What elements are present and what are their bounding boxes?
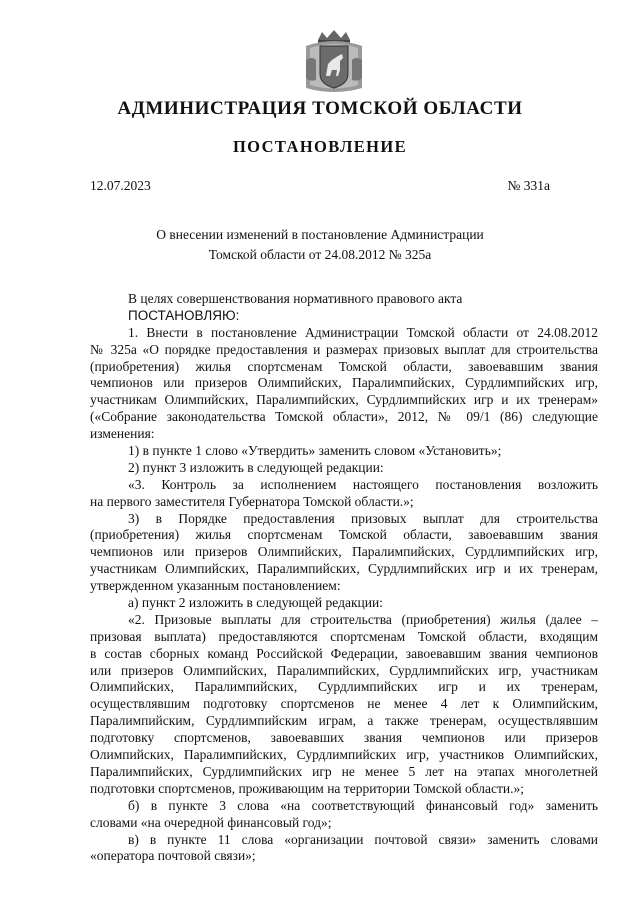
body-line: («Собрание законодательства Томской области», 2012, № 09/1 (86) следующие [90,409,598,425]
body-line: подготовки спортсменов, проживающим на территории Томской области.»; [90,780,524,796]
body-line: утвержденном указанным постановлением: [90,578,341,594]
body-line: изменения: [90,426,155,442]
body-line: 2) пункт 3 изложить в следующей редакции: [128,459,384,475]
body-line: в состав сборных команд Российской Федерации, завоевавшим звания чемпионов [90,645,598,661]
body-line: в) в пункте 11 слова «организации почтовой связи» заменить словами [128,831,598,847]
body-line: осуществлявшим подготовку спортсменов не менее 4 лет к Олимпийским, [90,696,598,712]
body-line: «2. Призовые выплаты для строительства (приобретения) жилья (далее – [128,611,598,627]
body-line: В целях совершенствования нормативного правового акта [128,291,463,306]
body-line: (приобретения) жилья спортсменам Томской области, завоевавшим звания [90,358,598,374]
body-line: участникам Олимпийских, Паралимпийских, Сурдлимпийских игр и их тренерам, [90,561,598,577]
body-line: а) пункт 2 изложить в следующей редакции: [128,595,383,611]
body-line: «3. Контроль за исполнением настоящего постановления возложить [128,476,598,492]
body-line: 1) в пункте 1 слово «Утвердить» заменить словом «Установить»; [128,443,502,459]
body-line: подготовку спортсменов, завоевавших звания чемпионов или призеров [90,730,598,746]
document-body [90,291,598,865]
body-line: чемпионов или призеров Олимпийских, Паралимпийских, Сурдлимпийских игр, [90,375,598,391]
body-line: призовая выплата) предоставляются спортсменам Томской области, входящим [90,628,598,644]
body-line: словами «на очередной финансовый год»; [90,814,332,830]
body-line: ПОСТАНОВЛЯЮ: [128,307,240,323]
body-line: Паралимпийским, Сурдлимпийским играм, а также тренерам, осуществлявшим [90,713,598,729]
body-line: 1. Внести в постановление Администрации Томской области от 24.08.2012 [128,324,598,340]
document-subject [150,225,490,265]
body-line: на первого заместителя Губернатора Томской области.»; [90,493,414,509]
subject-line: Томской области от 24.08.2012 № 325а [208,247,432,262]
document-number: № 331а [507,178,550,193]
tomsk-coat-of-arms-icon [302,30,366,96]
body-line: Олимпийских, Паралимпийских, Сурдлимпийских игр, участников Олимпийских, [90,747,598,763]
document-type: ПОСТАНОВЛЕНИЕ [232,137,408,156]
body-line: (приобретения) жилья спортсменам Томской области, завоевавшим звания [90,527,598,543]
body-line: участникам Олимпийских, Паралимпийских, Сурдлимпийских игр и их тренерам» [90,392,598,408]
body-line: Олимпийских, Паралимпийских, Сурдлимпийских игр и их тренерам, [90,679,598,695]
body-line: или призеров Олимпийских, Паралимпийских, Сурдлимпийских игр, участникам [90,662,598,678]
body-line: чемпионов или призеров Олимпийских, Паралимпийских, Сурдлимпийских игр, [90,544,598,560]
body-line: «оператора почтовой связи»; [90,848,256,864]
body-line: 3) в Порядке предоставления призовых выплат для строительства [128,510,598,526]
organization-title: АДМИНИСТРАЦИЯ ТОМСКОЙ ОБЛАСТИ [117,98,523,119]
body-line: Паралимпийских, Сурдлимпийских игр не менее 5 лет на этапах многолетней [90,763,598,779]
subject-line: О внесении изменений в постановление Администрации [156,227,484,242]
body-line: № 325а «О порядке предоставления и размерах призовых выплат для строительства [90,341,598,357]
document-date: 12.07.2023 [90,178,151,193]
body-line: б) в пункте 3 слова «на соответствующий финансовый год» заменить [128,797,598,813]
